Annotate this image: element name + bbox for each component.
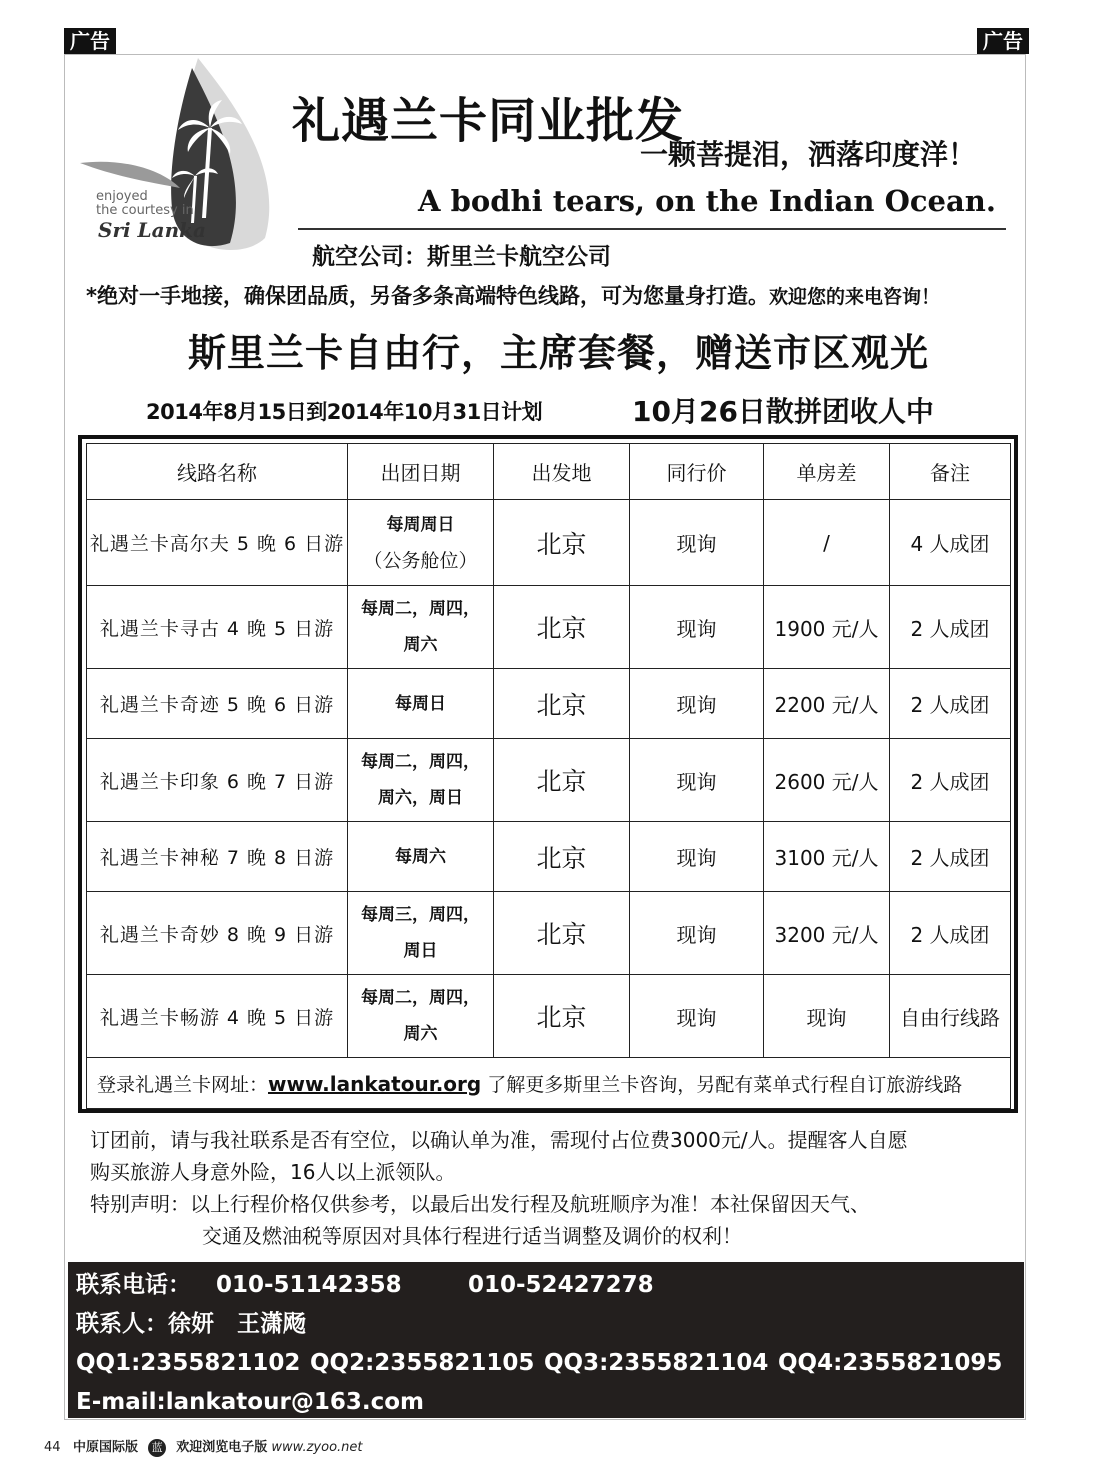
contact-person-row [76,1305,1024,1344]
phone-number[interactable]: 010-52427278 [468,1272,654,1298]
slogan-chinese: 一颗菩提泪，洒落印度洋！ [640,138,977,171]
note-line: 特别声明：以上行程价格仅供参考，以最后出发行程及航班顺序为准！本社保留因天气、 [90,1192,870,1216]
single-supplement: 现询 [764,975,890,1058]
single-supplement: 3100 元/人 [764,822,890,892]
single-supplement: 3200 元/人 [764,892,890,975]
single-supplement: 1900 元/人 [764,586,890,669]
qq-row [76,1344,1024,1383]
departure-date: 每周周日 （公务舱位） [348,500,494,586]
single-supplement: 2200 元/人 [764,669,890,739]
route-table [86,443,1011,1109]
header-city: 出发地 [494,444,630,500]
promo-tail: 欢迎您的来电咨询！ [768,286,940,308]
note-line: 交通及燃油税等原因对具体行程进行适当调整及调价的权利！ [202,1224,742,1248]
header-divider [298,228,1006,230]
table-footer [87,1058,1011,1109]
departure-date: 每周二，周四， 周六，周日 [348,739,494,822]
footer-prefix: 登录礼遇兰卡网址： [97,1073,269,1096]
table-header-row [87,444,1011,500]
note-line: 订团前，请与我社联系是否有空位，以确认单为准，需现付占位费3000元/人。提醒客人自愿 [90,1128,908,1152]
phone-number[interactable]: 010-51142358 [216,1272,402,1298]
trade-price: 现询 [630,739,764,822]
phone-label: 联系电话： [76,1272,191,1298]
page-number: 44 [44,1440,61,1455]
booking-notes [90,1124,908,1252]
trade-price: 现询 [630,822,764,892]
header-route: 线路名称 [87,444,348,500]
qq-number[interactable]: QQ3:2355821104 [544,1350,769,1376]
remark: 自由行线路 [890,975,1011,1058]
page-title: 礼遇兰卡同业批发 [292,93,685,149]
route-table-box [78,435,1018,1113]
table-row [87,500,1011,586]
header-single: 单房差 [764,444,890,500]
remark: 2 人成团 [890,669,1011,739]
trade-price: 现询 [630,586,764,669]
departure-city: 北京 [494,669,630,739]
phone-row [76,1266,1024,1305]
remark: 2 人成团 [890,739,1011,822]
page-footer [44,1436,363,1457]
qq-number[interactable]: QQ2:2355821105 [310,1350,535,1376]
departure-date: 每周日 [348,669,494,739]
route-name: 礼遇兰卡寻古 4 晚 5 日游 [87,586,348,669]
headline: 斯里兰卡自由行，主席套餐，赠送市区观光 [188,331,930,375]
route-name: 礼遇兰卡奇迹 5 晚 6 日游 [87,669,348,739]
qq-number[interactable]: QQ1:2355821102 [76,1350,301,1376]
email-row [76,1383,1024,1422]
table-row [87,586,1011,669]
table-row [87,892,1011,975]
website-link[interactable]: www.lankatour.org [268,1071,482,1096]
departure-city: 北京 [494,822,630,892]
remark: 2 人成团 [890,586,1011,669]
footer-invite: 欢迎浏览电子版 [176,1440,268,1455]
departure-city: 北京 [494,586,630,669]
logo-tagline: enjoyed the courtesy in [96,189,194,218]
departure-date: 每周三，周四， 周日 [348,892,494,975]
route-name: 礼遇兰卡神秘 7 晚 8 日游 [87,822,348,892]
table-row [87,669,1011,739]
trade-price: 现询 [630,975,764,1058]
schedule-plan: 2014年8月15日到2014年10月31日计划 [146,400,543,424]
departure-date: 每周二，周四， 周六 [348,975,494,1058]
table-row [87,739,1011,822]
route-name: 礼遇兰卡高尔夫 5 晚 6 日游 [87,500,348,586]
airline-info: 航空公司：斯里兰卡航空公司 [312,244,611,270]
table-row [87,822,1011,892]
header-note: 备注 [890,444,1011,500]
footer-site[interactable]: www.zyoo.net [271,1440,363,1455]
contact-person: 联系人：徐妍 王潇飏 [76,1311,306,1337]
trade-price: 现询 [630,500,764,586]
note-line: 购买旅游人身意外险，16人以上派领队。 [90,1160,456,1184]
header-date: 出团日期 [348,444,494,500]
footer-suffix: 了解更多斯里兰卡咨询，另配有菜单式行程自订旅游线路 [481,1073,963,1096]
ad-tag-right: 广告 [977,28,1029,54]
email[interactable]: E-mail:lankatour@163.com [76,1389,424,1415]
remark: 2 人成团 [890,822,1011,892]
departure-city: 北京 [494,975,630,1058]
remark: 4 人成团 [890,500,1011,586]
route-name: 礼遇兰卡印象 6 晚 7 日游 [87,739,348,822]
departure-city: 北京 [494,892,630,975]
departure-city: 北京 [494,500,630,586]
slogan-english: A bodhi tears, on the Indian Ocean. [418,184,996,218]
edition-name: 中原国际版 [72,1440,138,1455]
header-price: 同行价 [630,444,764,500]
ad-tag-left: 广告 [64,28,116,54]
single-supplement: 2600 元/人 [764,739,890,822]
table-footer-row [87,1058,1011,1109]
trade-price: 现询 [630,892,764,975]
single-supplement: / [764,500,890,586]
contact-panel [68,1262,1024,1418]
edition-badge-icon: 蓝 [148,1439,166,1457]
qq-number[interactable]: QQ4:2355821095 [778,1350,1003,1376]
table-row [87,975,1011,1058]
logo-brand: Sri Lanka [98,218,206,242]
route-name: 礼遇兰卡畅游 4 晚 5 日游 [87,975,348,1058]
route-name: 礼遇兰卡奇妙 8 晚 9 日游 [87,892,348,975]
promo-line [86,280,1030,310]
departure-date: 每周二，周四， 周六 [348,586,494,669]
departure-city: 北京 [494,739,630,822]
remark: 2 人成团 [890,892,1011,975]
promo-main: *绝对一手地接，确保团品质，另备多条高端特色线路，可为您量身打造。 [86,284,769,308]
departure-date: 每周六 [348,822,494,892]
schedule-group: 10月26日散拼团收人中 [632,395,934,428]
trade-price: 现询 [630,669,764,739]
